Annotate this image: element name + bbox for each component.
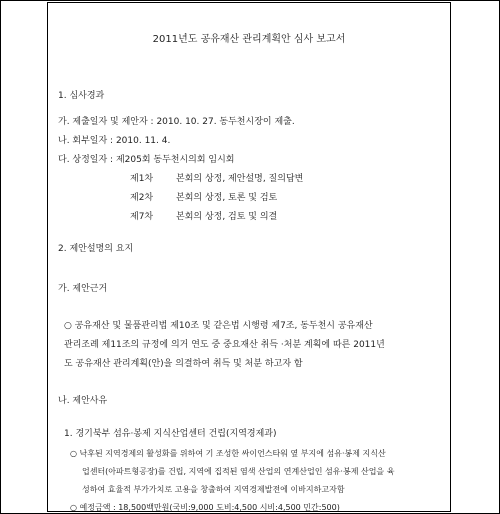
reason-line: 성하여 효율적 부가가치로 고용을 창출하여 지역경제발전에 이바지하고자함 bbox=[82, 485, 345, 494]
document-frame bbox=[47, 2, 451, 512]
reason-line: ○ 낙후된 지역경제의 활성화를 위하여 기 조성한 싸이언스타워 옆 부지에 섬유·봉제 지식산 bbox=[70, 449, 386, 458]
session-desc: 본회의 상정, 검토 및 의결 bbox=[176, 212, 278, 222]
project-title: 1. 경기북부 섬유·봉제 지식산업센터 건립(지역경제과) bbox=[64, 429, 277, 439]
session-no: 제7차 bbox=[130, 212, 154, 222]
reason-heading: 나. 제안사유 bbox=[58, 396, 108, 406]
basis-line: 도 공유재산 관리계획(안)을 의결하여 취득 및 처분 하고자 함 bbox=[64, 359, 303, 369]
submission-info: 가. 제출일자 및 제안자 : 2010. 10. 27. 동두천시장이 제출. bbox=[58, 117, 295, 127]
section-2-heading: 2. 제안설명의 요지 bbox=[58, 244, 134, 254]
basis-heading: 가. 제안근거 bbox=[58, 284, 108, 294]
session-no: 제2차 bbox=[130, 193, 154, 203]
budget-line: ○ 예정금액 : 18,500백만원(국비:9,000 도비:4,500 시비:4,500 민간:500) bbox=[70, 503, 340, 512]
session-desc: 본회의 상정, 제안설명, 질의답변 bbox=[176, 174, 304, 184]
basis-line: 관리조례 제11조의 규정에 의거 연도 중 중요재산 취득 ·처분 계획에 따른 2011년 bbox=[64, 340, 385, 350]
document-title: 2011년도 공유재산 관리계획안 심사 보고서 bbox=[152, 34, 346, 45]
section-1-heading: 1. 심사경과 bbox=[58, 91, 105, 101]
reason-line: 업센터(아파트형공장)를 건립, 지역에 집적된 염색 산업의 연계산업인 섬유·봉제 산업을 육 bbox=[82, 467, 395, 476]
agenda-date: 다. 상정일자 : 제205회 동두천시의회 임시회 bbox=[58, 155, 235, 165]
session-desc: 본회의 상정, 토론 및 검토 bbox=[176, 193, 278, 203]
referral-date: 나. 회부일자 : 2010. 11. 4. bbox=[58, 136, 171, 146]
session-no: 제1차 bbox=[130, 174, 154, 184]
basis-line: ○ 공유재산 및 물품관리법 제10조 및 같은법 시행령 제7조, 동두천시 공유재산 bbox=[64, 321, 373, 331]
